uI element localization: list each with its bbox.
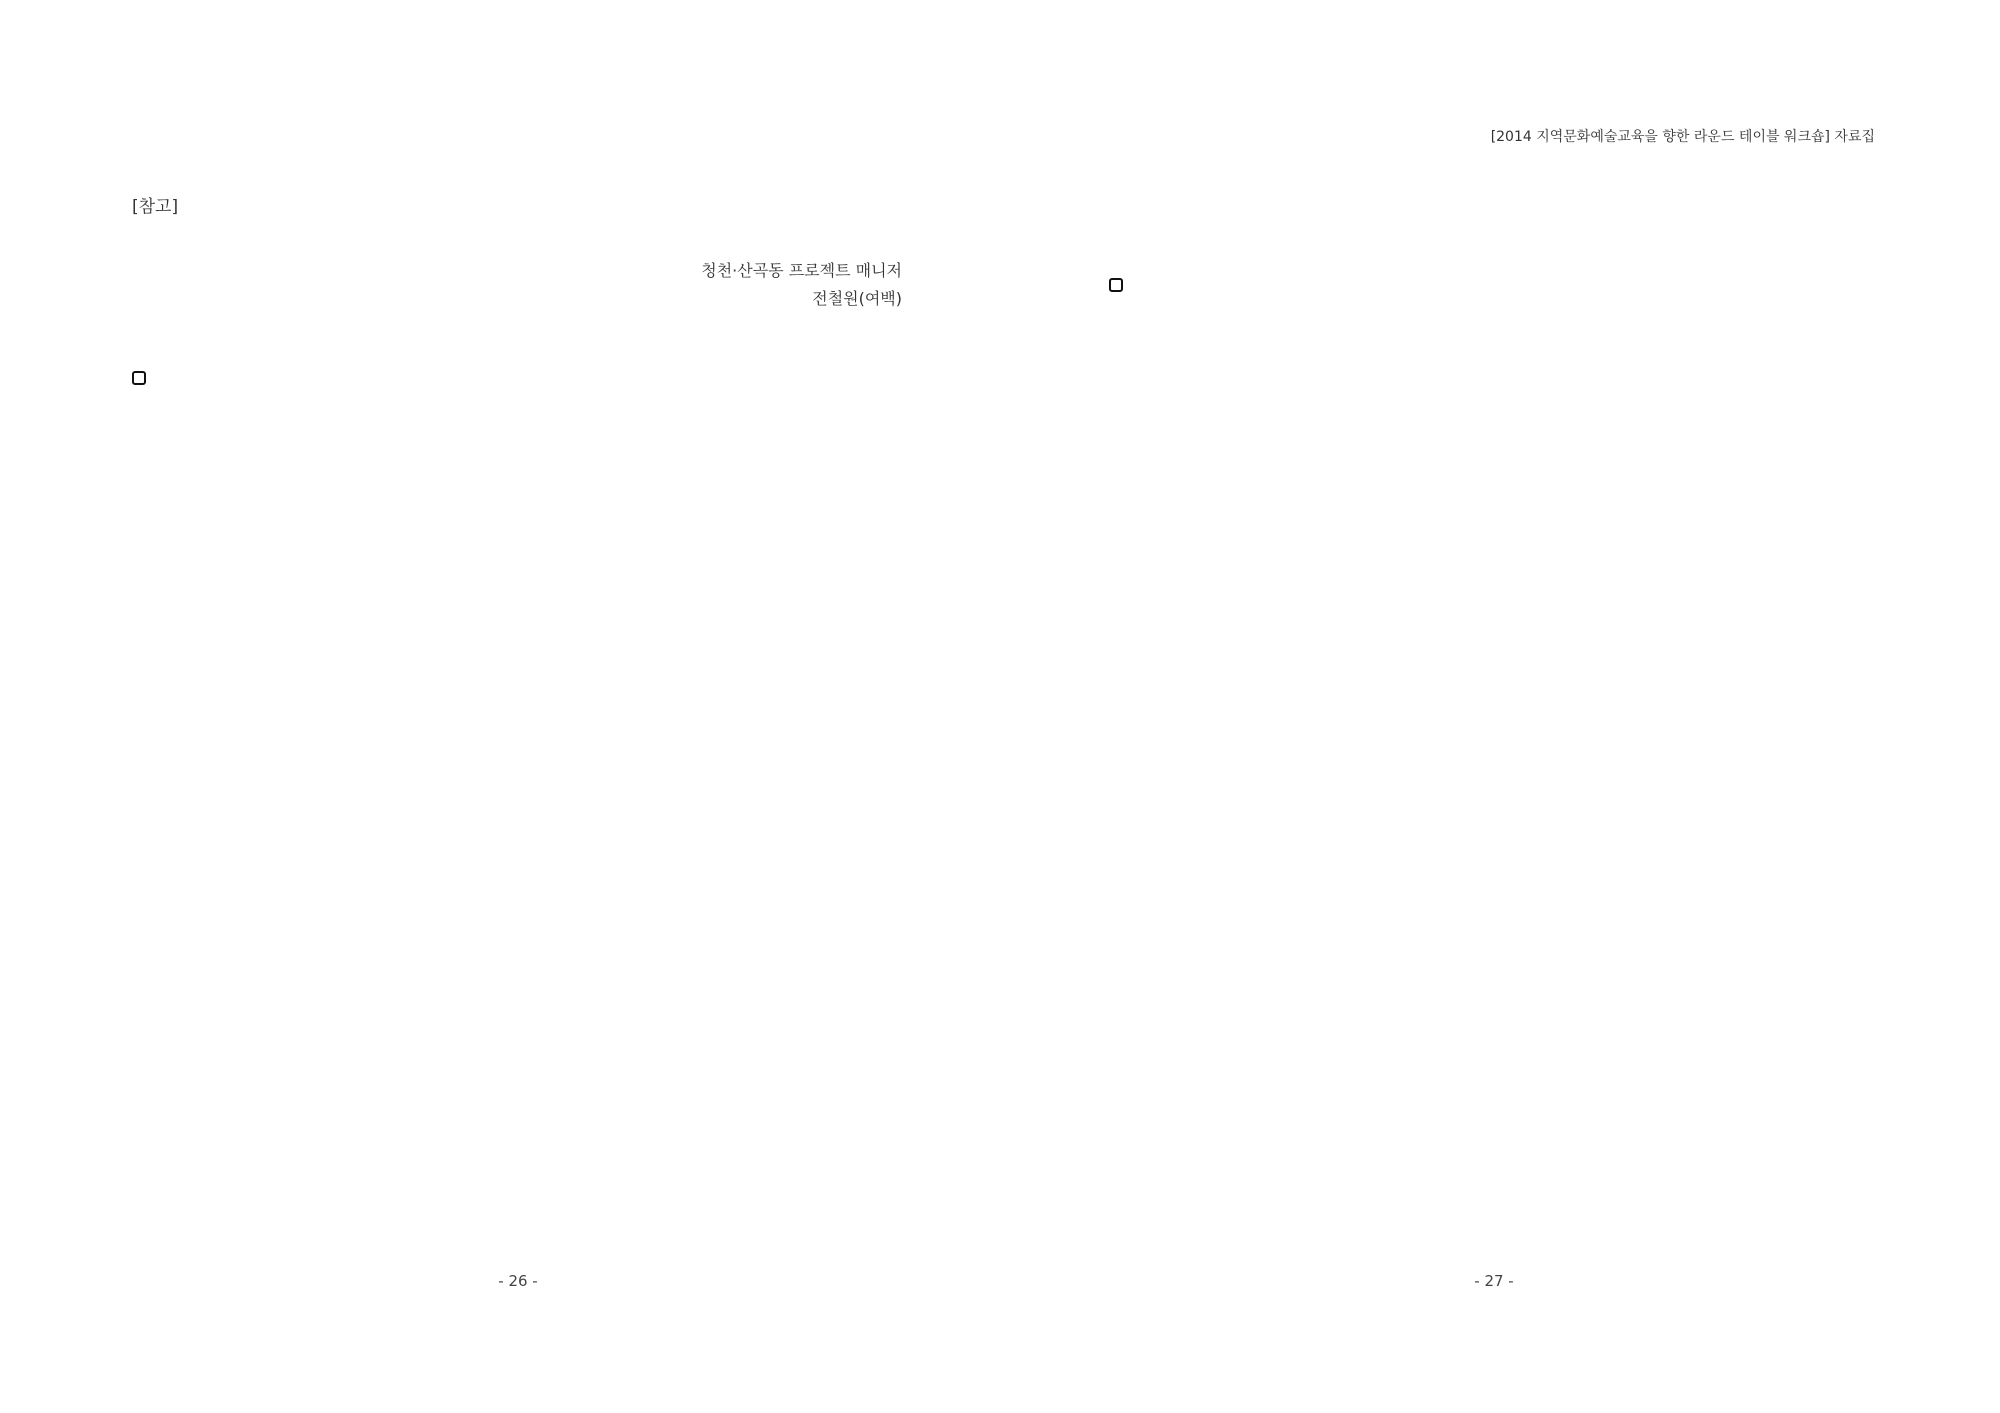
section-heading-keywords: [1109, 278, 1879, 292]
page-right: [1000, 0, 2000, 1413]
page-number-left: - 26 -: [498, 1272, 538, 1290]
running-head: [2014 지역문화예술교육을 향한 라운드 테이블 워크숍] 자료집: [1490, 129, 1875, 145]
page-number-right: - 27 -: [1474, 1272, 1514, 1290]
left-column: [132, 192, 902, 433]
square-bullet-icon: [132, 371, 146, 385]
author-role: 청천·산곡동 프로젝트 매니저: [701, 261, 902, 280]
author-name: 전철원(여백): [812, 289, 902, 308]
section-heading-culture-education: [132, 371, 902, 385]
right-column: [1109, 192, 1879, 340]
square-bullet-icon: [1109, 278, 1123, 292]
byline: [132, 257, 902, 313]
reference-label: [참고]: [132, 197, 179, 217]
